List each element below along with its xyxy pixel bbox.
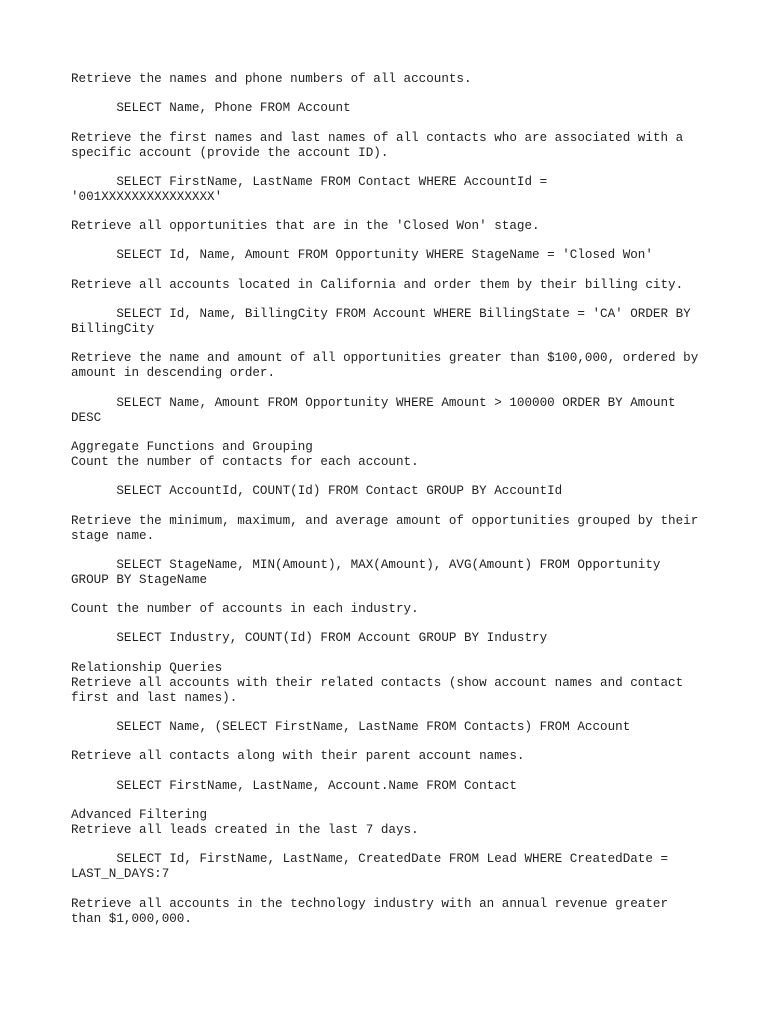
soql-query-line: SELECT FirstName, LastName, Account.Name FROM Contact — [71, 778, 517, 793]
text-line: amount in descending order. — [71, 366, 276, 381]
soql-query-line: SELECT Id, FirstName, LastName, CreatedDate FROM Lead WHERE CreatedDate = — [71, 852, 669, 867]
blank-line — [71, 646, 711, 660]
text-line: first and last names). — [71, 690, 238, 705]
blank-line — [71, 735, 711, 749]
text-line: Retrieve all opportunities that are in the 'Closed Won' stage. — [71, 219, 540, 234]
text-line: than $1,000,000. — [71, 911, 192, 926]
text-line: Relationship Queries — [71, 660, 223, 675]
text-line: LAST_N_DAYS:7 — [71, 867, 170, 882]
text-line: Retrieve all contacts along with their parent account names. — [71, 749, 525, 764]
blank-line — [71, 544, 711, 558]
blank-line — [71, 337, 711, 351]
text-line: BillingCity — [71, 322, 155, 337]
soql-query-line: SELECT Industry, COUNT(Id) FROM Account GROUP BY Industry — [71, 631, 548, 646]
text-line: Count the number of contacts for each account. — [71, 454, 419, 469]
text-line: Advanced Filtering — [71, 807, 208, 822]
text-line: Retrieve all leads created in the last 7 days. — [71, 822, 419, 837]
soql-query-line: SELECT FirstName, LastName FROM Contact WHERE AccountId = — [71, 174, 548, 189]
text-line: Aggregate Functions and Grouping — [71, 439, 313, 454]
text-line: '001XXXXXXXXXXXXXXX' — [71, 189, 223, 204]
blank-line — [71, 116, 711, 130]
blank-line — [71, 426, 711, 440]
blank-line — [71, 470, 711, 484]
soql-query-line: SELECT Name, (SELECT FirstName, LastName FROM Contacts) FROM Account — [71, 720, 631, 735]
text-line: Retrieve all accounts with their related contacts (show account names and contact — [71, 675, 684, 690]
text-line: Retrieve the names and phone numbers of all accounts. — [71, 72, 472, 86]
soql-query-line: SELECT Id, Name, BillingCity FROM Account WHERE BillingState = 'CA' ORDER BY — [71, 307, 691, 322]
blank-line — [71, 205, 711, 219]
blank-line — [71, 87, 711, 101]
blank-line — [71, 794, 711, 808]
document-body — [71, 72, 711, 927]
text-line: Retrieve all accounts in the technology industry with an annual revenue greater — [71, 896, 669, 911]
blank-line — [71, 234, 711, 248]
text-line: Retrieve the minimum, maximum, and average amount of opportunities grouped by their — [71, 513, 699, 528]
text-line: specific account (provide the account ID). — [71, 145, 389, 160]
blank-line — [71, 499, 711, 513]
text-line: Retrieve the name and amount of all opportunities greater than $100,000, ordered by — [71, 351, 699, 366]
text-line: GROUP BY StageName — [71, 572, 208, 587]
text-line: Retrieve the first names and last names of all contacts who are associated with a — [71, 130, 684, 145]
soql-query-line: SELECT Name, Amount FROM Opportunity WHERE Amount > 100000 ORDER BY Amount — [71, 395, 676, 410]
soql-query-line: SELECT Name, Phone FROM Account — [71, 101, 351, 116]
blank-line — [71, 838, 711, 852]
blank-line — [71, 706, 711, 720]
blank-line — [71, 293, 711, 307]
soql-query-line: SELECT StageName, MIN(Amount), MAX(Amount), AVG(Amount) FROM Opportunity — [71, 557, 661, 572]
text-line: stage name. — [71, 528, 155, 543]
blank-line — [71, 882, 711, 896]
soql-query-line: SELECT Id, Name, Amount FROM Opportunity WHERE StageName = 'Closed Won' — [71, 248, 653, 263]
blank-line — [71, 617, 711, 631]
soql-query-line: SELECT AccountId, COUNT(Id) FROM Contact GROUP BY AccountId — [71, 484, 563, 499]
text-line: DESC — [71, 410, 102, 425]
blank-line — [71, 764, 711, 778]
blank-line — [71, 161, 711, 175]
blank-line — [71, 381, 711, 395]
blank-line — [71, 263, 711, 277]
blank-line — [71, 588, 711, 602]
text-line: Count the number of accounts in each industry. — [71, 602, 419, 617]
text-line: Retrieve all accounts located in California and order them by their billing city. — [71, 277, 684, 292]
